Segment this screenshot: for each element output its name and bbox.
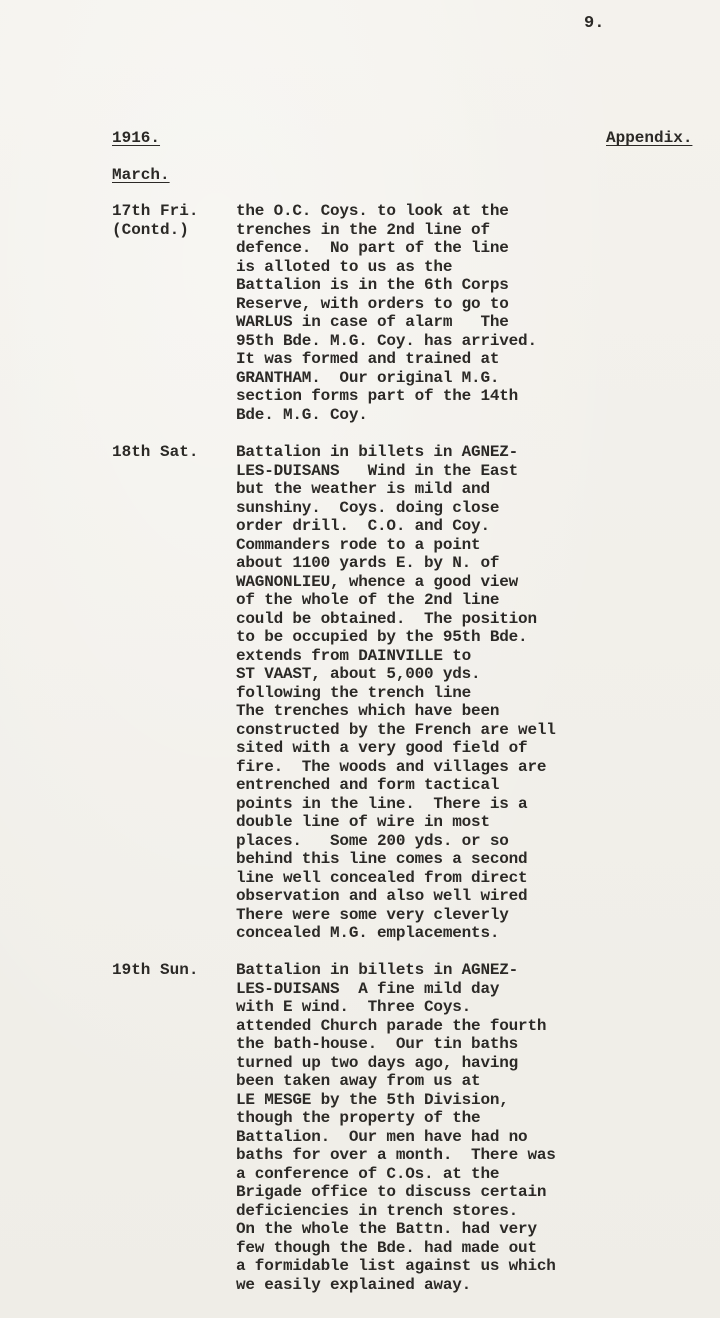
year-heading: 1916. [112,129,161,147]
entry-text: the O.C. Coys. to look at the trenches in the 2nd line of defence. No part of the line is alloted to us as the Battalion is in the 6th Corps Reserve, with orders to go to WARLUS in case of alarm The 95th Bde. M.G. Coy. has arrived. It was formed and trained at GRANTHAM. Our original M.G. section forms part of the 14th Bde. M.G. Coy. [236,202,537,424]
entry-date: 17th Fri. (Contd.) [112,202,199,239]
page-number: 9. [584,14,605,33]
entry-text: Battalion in billets in AGNEZ- LES-DUISANS A fine mild day with E wind. Three Coys. attended Church parade the fourth the bath-house. Our tin baths turned up two days ago, having been taken away from us at LE MESGE by the 5th Division, though the property of the Battalion. Our men have had no baths for over a month. There was a conference of C.Os. at the Brigade office to discuss certain deficiencies in trench stores. On the whole the Battn. had very few though the Bde. had made out a formidable list against us which we easily explained away. [236,961,556,1294]
entry-text: Battalion in billets in AGNEZ- LES-DUISANS Wind in the East but the weather is mild and sunshiny. Coys. doing close order drill. C.O. and Coy. Commanders rode to a point about 1100 yards E. by N. of WAGNONLIEU, whence a good view of the whole of the 2nd line could be obtained. The position to be occupied by the 95th Bde. extends from DAINVILLE to ST VAAST, about 5,000 yds. following the trench line The trenches which have been constructed by the French are well sited with a very good field of fire. The woods and villages are entrenched and form tactical points in the line. There is a double line of wire in most places. Some 200 yds. or so behind this line comes a second line well concealed from direct observation and also well wired There were some very cleverly concealed M.G. emplacements. [236,443,556,942]
entry-date: 18th Sat. [112,443,199,461]
entry-date: 19th Sun. [112,961,199,979]
month-heading: March. [112,166,170,184]
appendix-heading: Appendix. [606,129,693,147]
